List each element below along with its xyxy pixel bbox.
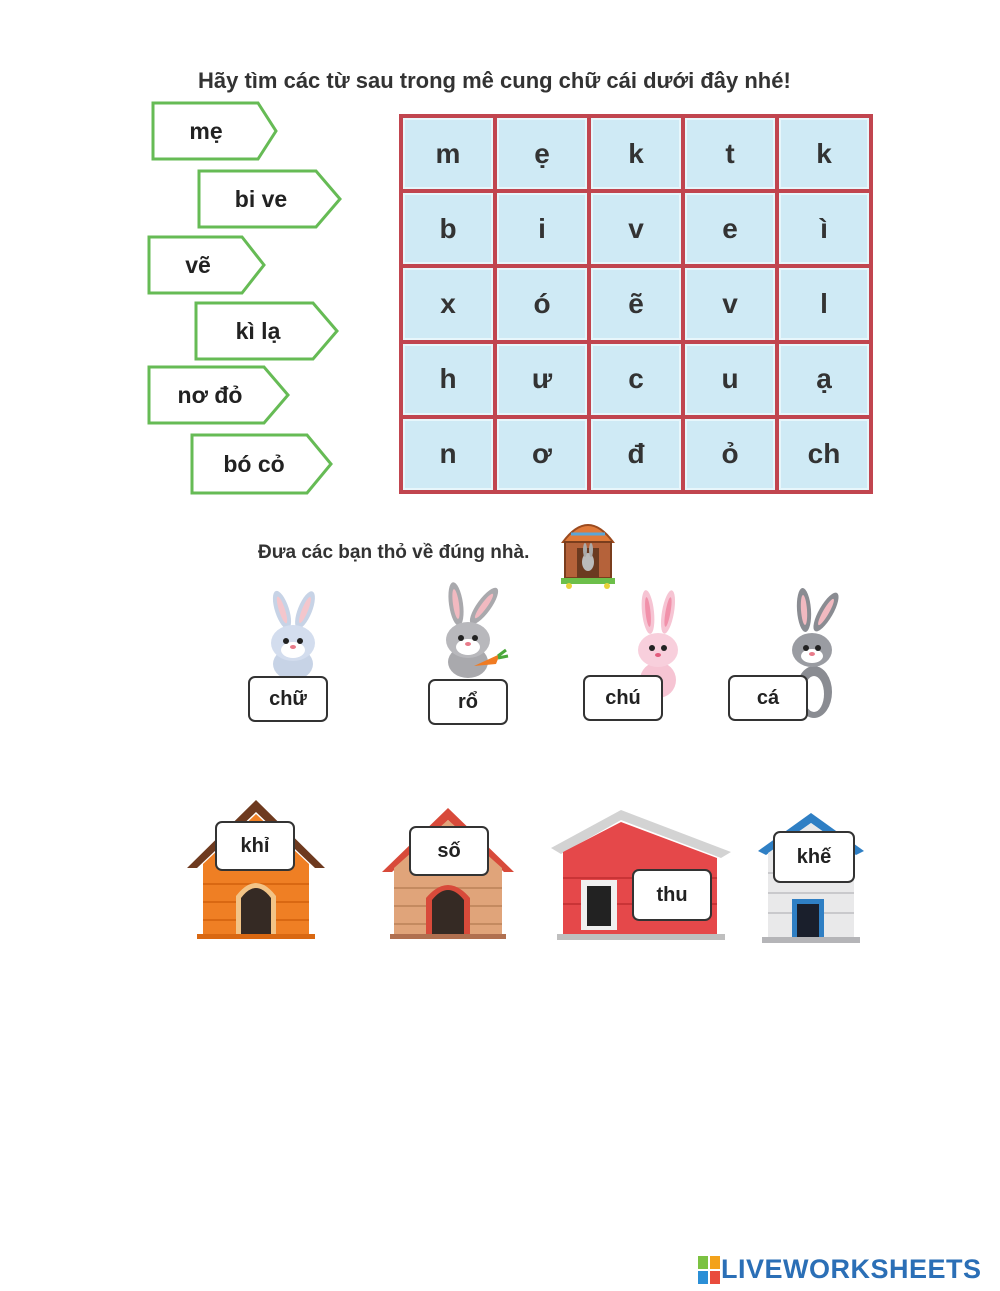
liveworksheets-logo-icon (697, 1255, 721, 1285)
tag-label: nơ đỏ (177, 381, 243, 408)
house-word-khe[interactable]: khế (773, 831, 855, 883)
grid-cell: b (403, 193, 493, 264)
word-tag-6 (189, 432, 319, 494)
bunny-word-ca[interactable]: cá (728, 675, 808, 721)
liveworksheets-logo (697, 1254, 982, 1285)
tag-label: mẹ (189, 117, 223, 144)
grid-cell: ơ (497, 419, 587, 490)
grid-cell: ư (497, 344, 587, 415)
bunny-grey-carrot-icon (430, 580, 516, 680)
liveworksheets-brand-text: LIVEWORKSHEETS (721, 1254, 982, 1284)
house-word-khi[interactable]: khỉ (215, 821, 295, 871)
word-tag-1 (150, 100, 280, 162)
grid-cell: t (685, 118, 775, 189)
word-tag-5 (146, 364, 276, 426)
worksheet-title-bunny-houses: Đưa các bạn thỏ về đúng nhà. (258, 542, 530, 563)
tag-label: vẽ (185, 251, 211, 278)
house-word-thu[interactable]: thu (632, 869, 712, 921)
grid-cell: k (591, 118, 681, 189)
bunny-word-ro[interactable]: rổ (428, 679, 508, 725)
letter-maze-grid (399, 114, 873, 494)
grid-cell: ỏ (685, 419, 775, 490)
grid-cell: k (779, 118, 869, 189)
grid-cell: v (685, 268, 775, 339)
grid-cell: x (403, 268, 493, 339)
bunny-blue-icon (258, 588, 328, 680)
grid-cell: ch (779, 419, 869, 490)
worksheet-title-word-search: Hãy tìm các từ sau trong mê cung chữ cái dưới đây nhé! (198, 68, 791, 93)
grid-cell: h (403, 344, 493, 415)
grid-cell: v (591, 193, 681, 264)
bunny-word-chu-acute[interactable]: chú (583, 675, 663, 721)
rabbit-house-icon (557, 512, 619, 592)
grid-cell: e (685, 193, 775, 264)
word-tag-4 (193, 300, 323, 362)
grid-cell: ẹ (497, 118, 587, 189)
grid-cell: ó (497, 268, 587, 339)
word-tag-3 (146, 234, 276, 296)
grid-cell: n (403, 419, 493, 490)
grid-cell: l (779, 268, 869, 339)
grid-cell: ạ (779, 344, 869, 415)
word-tag-2 (196, 168, 326, 230)
bunny-word-chu-tilde[interactable]: chữ (248, 676, 328, 722)
grid-cell: ẽ (591, 268, 681, 339)
tag-label: bi ve (234, 185, 288, 212)
grid-cell: m (403, 118, 493, 189)
house-word-so[interactable]: số (409, 826, 489, 876)
tag-label: bó cỏ (223, 450, 285, 477)
grid-cell: đ (591, 419, 681, 490)
grid-cell: ì (779, 193, 869, 264)
grid-cell: c (591, 344, 681, 415)
grid-cell: i (497, 193, 587, 264)
grid-cell: u (685, 344, 775, 415)
tag-label: kì lạ (235, 317, 281, 344)
